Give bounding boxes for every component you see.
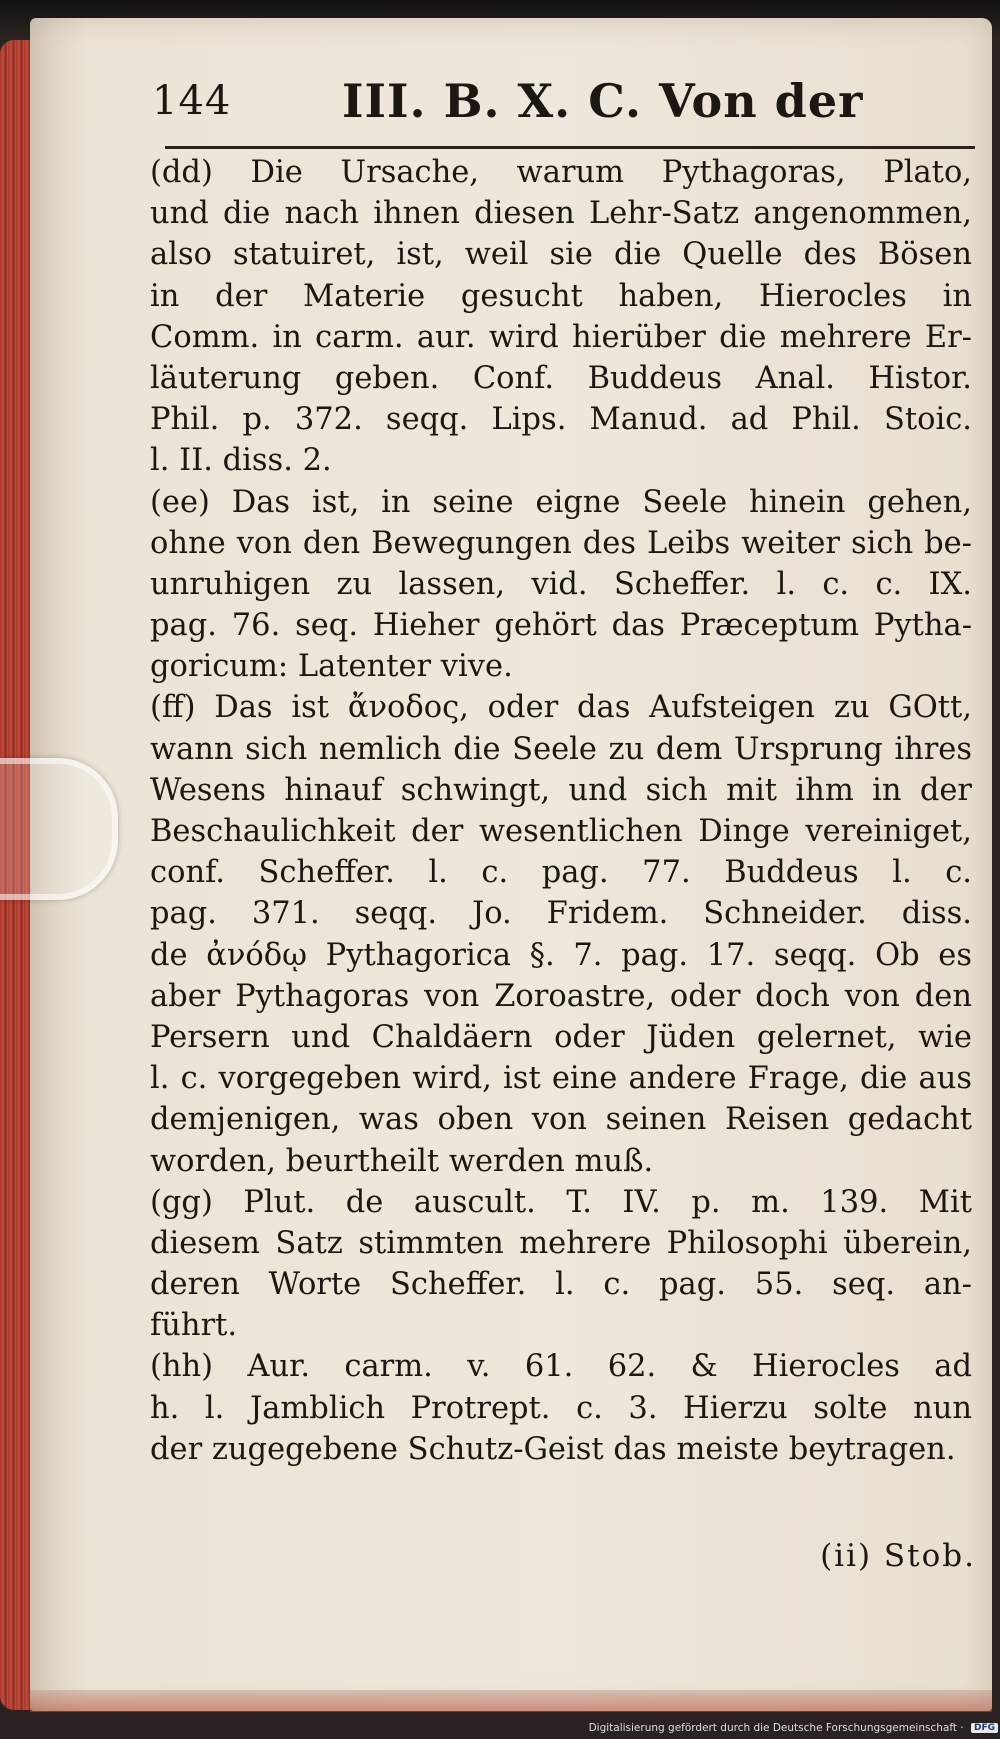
text-line: unruhigen zu lassen, vid. Scheffer. l. c. c. IX.: [150, 566, 972, 602]
catchword: (ii) Stob.: [820, 1538, 976, 1574]
digitization-footer: [520, 1722, 998, 1738]
footnote-text-block: [150, 152, 972, 1470]
dfg-logo-icon: DFG: [971, 1723, 998, 1733]
text-line: l. II. diss. 2.: [150, 443, 332, 479]
text-line: conf. Scheffer. l. c. pag. 77. Buddeus l. c.: [150, 855, 972, 891]
text-line: de ἀνόδῳ Pythagorica §. 7. pag. 17. seqq. Ob es: [150, 937, 972, 973]
header-rule: [165, 146, 975, 149]
running-title: III. B. X. C. Von der: [342, 74, 864, 128]
text-line: (gg) Plut. de auscult. T. IV. p. m. 139. Mit: [150, 1184, 972, 1220]
text-line: aber Pythagoras von Zoroastre, oder doch von den: [150, 978, 972, 1014]
text-line: führt.: [150, 1308, 238, 1344]
text-line: (ff) Das ist ἄνοδος, oder das Aufsteigen zu GOtt,: [150, 690, 972, 726]
text-line: ohne von den Bewegungen des Leibs weiter sich be-: [150, 525, 972, 561]
text-line: Phil. p. 372. seqq. Lips. Manud. ad Phil. Stoic.: [150, 402, 972, 438]
text-line: (hh) Aur. carm. v. 61. 62. & Hierocles ad: [150, 1349, 972, 1385]
text-line: (dd) Die Ursache, warum Pythagoras, Plato,: [150, 155, 972, 190]
text-line: h. l. Jamblich Protrept. c. 3. Hierzu solte nun: [150, 1390, 972, 1426]
text-line: Beschaulichkeit der wesentlichen Dinge vereiniget,: [150, 814, 972, 849]
page-header: [152, 74, 972, 138]
text-line: l. c. vorgegeben wird, ist eine andere Frage, die aus: [150, 1061, 972, 1097]
text-line: worden, beurtheilt werden muß.: [150, 1143, 654, 1179]
text-line: (ee) Das ist, in seine eigne Seele hinein gehen,: [150, 484, 972, 520]
page-clip-icon: [0, 758, 118, 900]
footer-text: Digitalisierung gefördert durch die Deutsche Forschungsgemeinschaft ·: [588, 1722, 964, 1734]
text-line: diesem Satz stimmten mehrere Philosophi überein,: [150, 1225, 972, 1261]
text-line: also statuiret, ist, weil sie die Quelle des Bösen: [150, 237, 972, 273]
text-line: pag. 371. seqq. Jo. Fridem. Schneider. diss.: [150, 896, 972, 932]
text-line: läuterung geben. Conf. Buddeus Anal. Histor.: [150, 360, 972, 396]
text-line: in der Materie gesucht haben, Hierocles in: [150, 278, 972, 314]
text-line: Wesens hinauf schwingt, und sich mit ihm in der: [150, 772, 972, 808]
text-line: pag. 76. seq. Hieher gehört das Præceptum Pytha-: [150, 608, 972, 644]
text-line: deren Worte Scheffer. l. c. pag. 55. seq. an-: [150, 1267, 972, 1303]
text-line: Comm. in carm. aur. wird hierüber die mehrere Er-: [150, 319, 972, 355]
text-line: demjenigen, was oben von seinen Reisen gedacht: [150, 1102, 972, 1138]
text-line: der zugegebene Schutz-Geist das meiste beytragen.: [150, 1431, 956, 1467]
text-line: goricum: Latenter vive.: [150, 649, 513, 685]
text-line: wann sich nemlich die Seele zu dem Ursprung ihres: [150, 731, 972, 767]
text-line: Persern und Chaldäern oder Jüden gelernet, wie: [150, 1019, 972, 1055]
page-number: 144: [152, 78, 232, 124]
bottom-page-edge: [30, 1690, 992, 1712]
text-line: und die nach ihnen diesen Lehr-Satz angenommen,: [150, 196, 972, 232]
